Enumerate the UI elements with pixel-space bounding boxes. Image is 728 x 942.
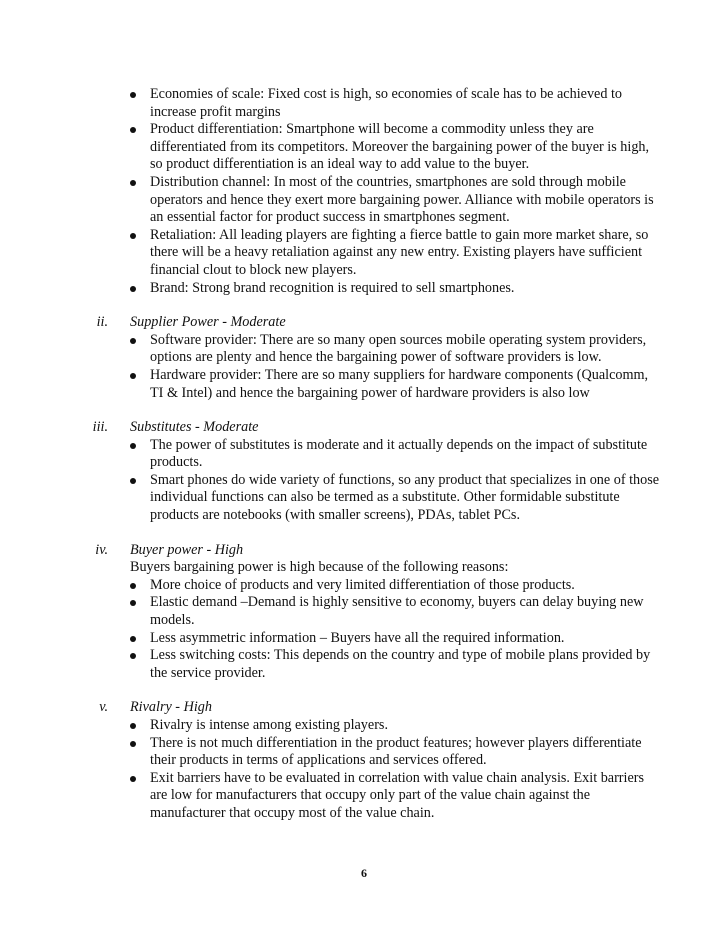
bullet-item: Brand: Strong brand recognition is required to sell smartphones. — [126, 280, 662, 298]
section-numeral: iii. — [92, 419, 108, 436]
section-intro-text: Buyers bargaining power is high because of the following reasons: — [130, 559, 509, 576]
section-numeral: iv. — [95, 541, 108, 558]
section-substitutes — [82, 419, 662, 525]
page-number: 6 — [361, 866, 367, 880]
bullet-item: Product differentiation: Smartphone will become a commodity unless they are differentiated from its competitors. Moreover the bargaining power of the buyer is high, so product differentiation is an ideal way to add value to the buyer. — [126, 121, 662, 174]
bullet-item: Less asymmetric information – Buyers have all the required information. — [126, 630, 662, 648]
bullet-item: Economies of scale: Fixed cost is high, so economies of scale has to be achieved to increase profit margins — [126, 86, 662, 121]
page-content — [82, 86, 662, 823]
section-numeral: v. — [99, 699, 108, 716]
bullet-item: Software provider: There are so many open sources mobile operating system providers, options are plenty and hence the bargaining power of software providers is low. — [126, 332, 662, 367]
section-rivalry — [82, 699, 662, 822]
intro-bullet-list — [126, 86, 662, 297]
section-bullet-list — [126, 437, 662, 525]
bullet-item: Rivalry is intense among existing players. — [126, 717, 662, 735]
section-heading: Supplier Power - Moderate — [130, 314, 286, 331]
bullet-item: Elastic demand –Demand is highly sensitive to economy, buyers can delay buying new models. — [126, 594, 662, 629]
section-buyer-power — [82, 542, 662, 683]
bullet-item: Exit barriers have to be evaluated in correlation with value chain analysis. Exit barriers are low for manufacturers that occupy only part of the value chain against the manufacturer that occupy most of the value chain. — [126, 770, 662, 823]
section-heading: Rivalry - High — [130, 699, 212, 716]
bullet-item: Retaliation: All leading players are fighting a fierce battle to gain more market share, so there will be a heavy retaliation against any new entry. Existing players have sufficient financial clout to block new players. — [126, 227, 662, 280]
bullet-item: The power of substitutes is moderate and it actually depends on the impact of substitute products. — [126, 437, 662, 472]
section-numeral: ii. — [96, 314, 108, 331]
bullet-item: Distribution channel: In most of the countries, smartphones are sold through mobile operators and hence they exert more bargaining power. Alliance with mobile operators is an essential factor for product success in smartphones segment. — [126, 174, 662, 227]
section-bullet-list — [126, 332, 662, 402]
bullet-item: Hardware provider: There are so many suppliers for hardware components (Qualcomm, TI & Intel) and hence the bargaining power of hardware providers is also low — [126, 367, 662, 402]
bullet-item: There is not much differentiation in the product features; however players differentiate their products in terms of applications and services offered. — [126, 735, 662, 770]
bullet-item: Smart phones do wide variety of functions, so any product that specializes in one of those individual functions can also be termed as a substitute. Other formidable substitute products are notebooks (with smaller screens), PDAs, tablet PCs. — [126, 472, 662, 525]
section-heading: Substitutes - Moderate — [130, 419, 259, 436]
section-bullet-list — [126, 717, 662, 823]
section-heading: Buyer power - High — [130, 541, 244, 558]
section-bullet-list — [126, 577, 662, 683]
section-supplier-power — [82, 314, 662, 402]
bullet-item: More choice of products and very limited differentiation of those products. — [126, 577, 662, 595]
bullet-item: Less switching costs: This depends on the country and type of mobile plans provided by the service provider. — [126, 647, 662, 682]
